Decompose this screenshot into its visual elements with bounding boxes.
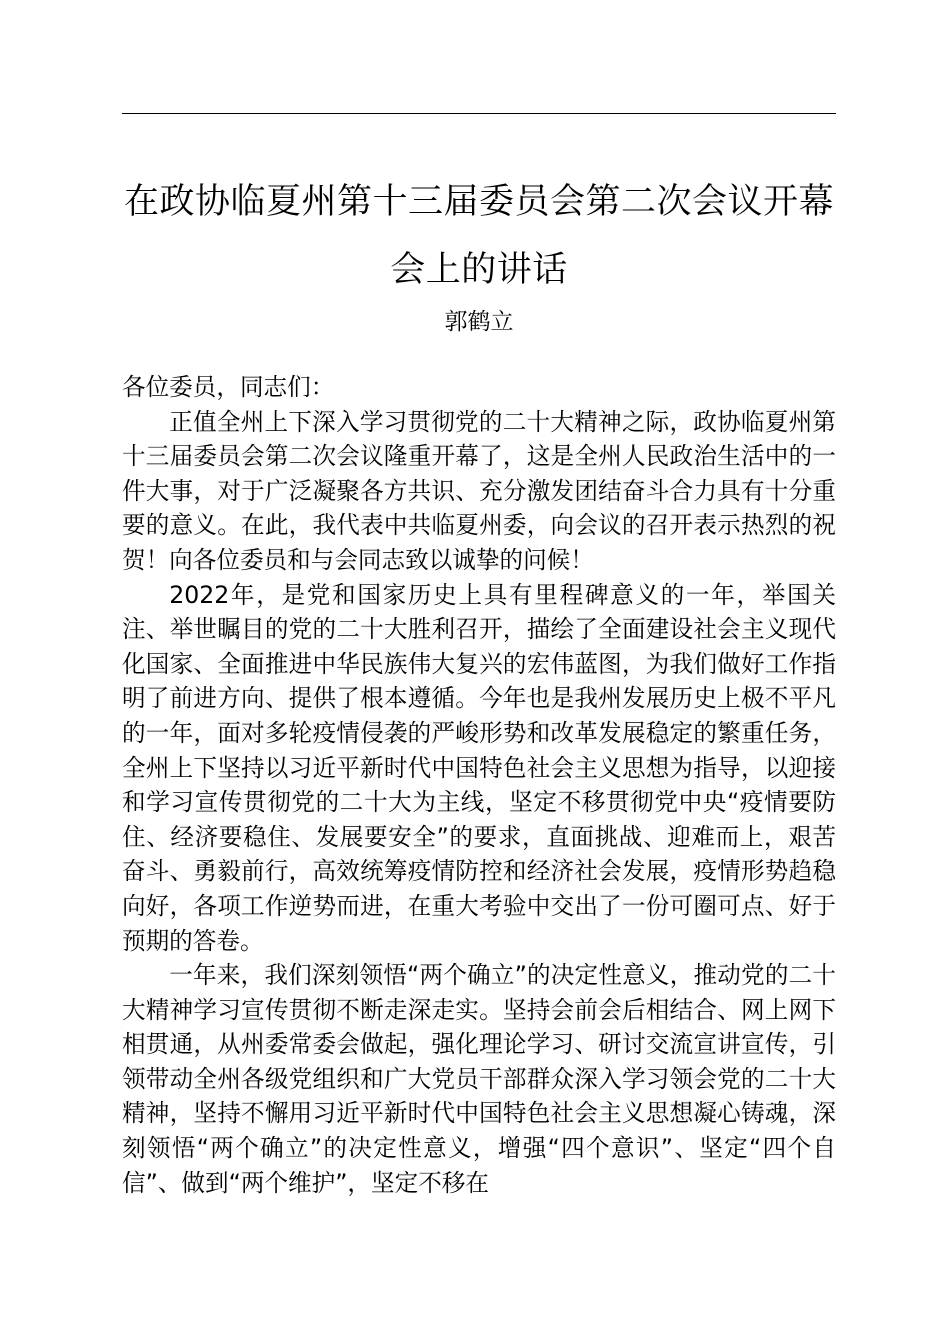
body-paragraph: 正值全州上下深入学习贯彻党的二十大精神之际，政协临夏州第十三届委员会第二次会议隆重开幕了，这是全州人民政治生活中的一件大事，对于广泛凝聚各方共识、充分激发团结奋斗合力具有十分重要的意义。在此，我代表中共临夏州委，向会议的召开表示热烈的祝贺！向各位委员和与会同志致以诚挚的问候！ — [122, 407, 836, 574]
body-paragraph: 2022年，是党和国家历史上具有里程碑意义的一年，举国关注、举世瞩目的党的二十大胜利召开，描绘了全面建设社会主义现代化国家、全面推进中华民族伟大复兴的宏伟蓝图，为我们做好工作指明了前进方向、提供了根本遵循。今年也是我州发展历史上极不平凡的一年，面对多轮疫情侵袭的严峻形势和改革发展稳定的繁重任务，全州上下坚持以习近平新时代中国特色社会主义思想为指导，以迎接和学习宣传贯彻党的二十大为主线，坚定不移贯彻党中央“疫情要防住、经济要稳住、发展要安全”的要求，直面挑战、迎难而上，艰苦奋斗、勇毅前行，高效统筹疫情防控和经济社会发展，疫情形势趋稳向好，各项工作逆势而进，在重大考验中交出了一份可圈可点、好于预期的答卷。 — [122, 580, 836, 955]
document-title: 在政协临夏州第十三届委员会第二次会议开幕会上的讲话 — [123, 182, 834, 290]
author-name: 郭鹤立 — [444, 309, 514, 335]
speech-body — [122, 370, 836, 1200]
salutation: 各位委员，同志们： — [122, 373, 335, 401]
body-paragraph: 一年来，我们深刻领悟“两个确立”的决定性意义，推动党的二十大精神学习宣传贯彻不断走深走实。坚持会前会后相结合、网上网下相贯通，从州委常委会做起，强化理论学习、研讨交流宣讲宣传，引领带动全州各级党组织和广大党员干部群众深入学习领会党的二十大精神，坚持不懈用习近平新时代中国特色社会主义思想凝心铸魂，深刻领悟“两个确立”的决定性意义，增强“四个意识”、坚定“四个自信”、做到“两个维护”，坚定不移在 — [122, 961, 836, 1197]
header-rule — [122, 113, 836, 114]
